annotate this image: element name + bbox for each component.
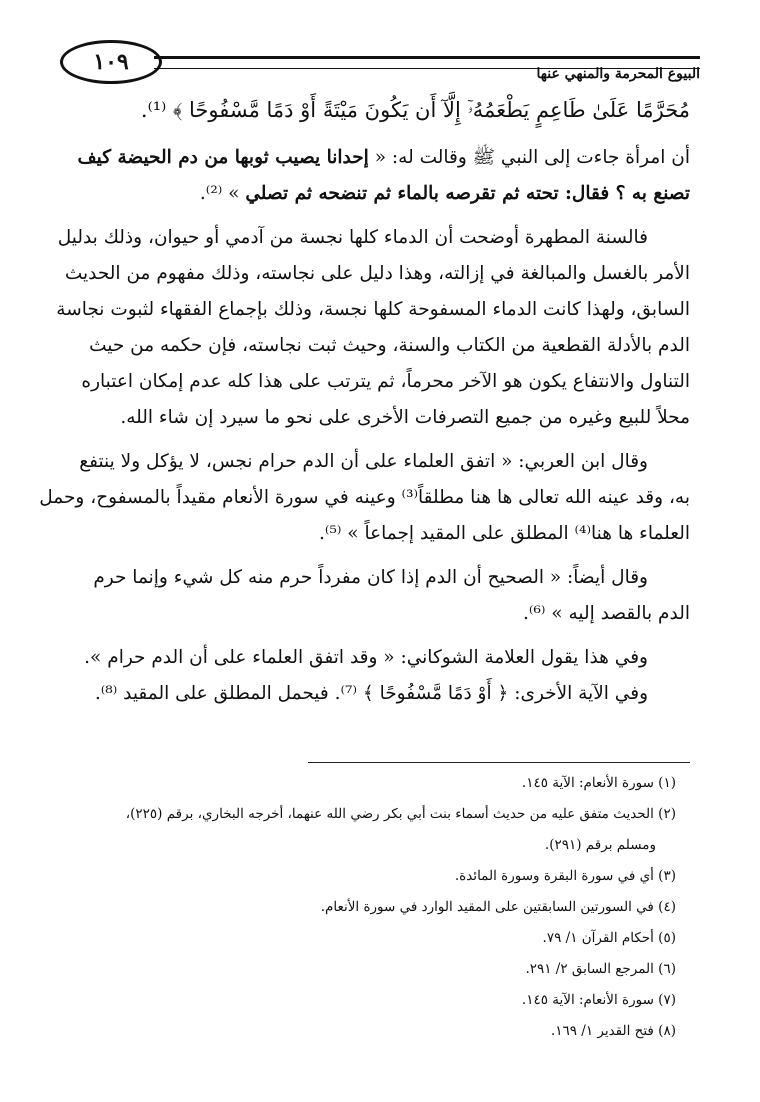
hadith-quote-1: إحدانا يصيب ثوبها من دم الحيضة كيف	[77, 147, 369, 168]
main-text	[39, 88, 690, 712]
hadith-intro: أن امرأة جاءت إلى النبي ﷺ وقالت له: «	[374, 147, 690, 168]
footnote: (٦) المرجع السابق ٢/ ٢٩١.	[525, 961, 676, 977]
footnote: (٥) أحكام القرآن ١/ ٧٩.	[542, 930, 676, 946]
hadith-footnote-ref: » ⁽²⁾.	[199, 183, 240, 204]
paragraph-line: الدم بالقصد إليه » ⁽⁶⁾.	[523, 603, 690, 624]
footnote: (٣) أي في سورة البقرة وسورة المائدة.	[454, 868, 676, 884]
paragraph-line: فالسنة المطهرة أوضحت أن الدماء كلها نجسة من آدمي أو حيوان، وذلك بدليل	[57, 227, 648, 248]
paragraph-line: العلماء ها هنا⁽⁴⁾ المطلق على المقيد إجماعاً » ⁽⁵⁾.	[319, 523, 690, 544]
paragraph-line: وقال ابن العربي: « اتفق العلماء على أن الدم حرام نجس، لا يؤكل ولا ينتفع	[79, 451, 648, 472]
hadith-quote-2: تصنع به ؟ فقال: تحته ثم تقرصه بالماء ثم تنضحه ثم تصلي	[245, 183, 690, 204]
paragraph-line: السابق، ولهذا كانت الدماء المسفوحة كلها نجسة، وذلك بإجماع الفقهاء لثبوت نجاسة	[56, 299, 690, 320]
footnote: (٢) الحديث متفق عليه من حديث أسماء بنت أبي بكر رضي الله عنهما، أخرجه البخاري، برقم (٢٢٥)،	[125, 806, 676, 822]
footnotes	[80, 768, 676, 1047]
footnote: (٤) في السورتين السابقتين على المقيد الوارد في سورة الأنعام.	[320, 899, 676, 915]
paragraph-line: محلاً للبيع وغيره من جميع التصرفات الأخرى على نحو ما سيرد إن شاء الله.	[120, 407, 690, 428]
paragraph-line: وقال أيضاً: « الصحيح أن الدم إذا كان مفرداً حرم منه كل شيء وإنما حرم	[93, 567, 648, 588]
ayah-line: مُحَرَّمًا عَلَىٰ طَاعِمٍ يَطْعَمُهُۥٓ إِلَّآ أَن يَكُونَ مَيْتَةً أَوْ دَمًا مَّسْفُوحًا ﴾ ⁽¹⁾.	[140, 98, 690, 122]
paragraph-line: التناول والانتفاع يكون هو الآخر محرماً، ثم يترتب على هذا كله عدم إمكان اعتباره	[81, 371, 690, 392]
paragraph-line: وفي الآية الأخرى: ﴿ أَوْ دَمًا مَّسْفُوحًا ﴾ ⁽⁷⁾. فيحمل المطلق على المقيد ⁽⁸⁾.	[94, 683, 648, 704]
footnote-divider	[308, 762, 690, 763]
footnote: (١) سورة الأنعام: الآية ١٤٥.	[521, 775, 676, 791]
paragraph-line: به، وقد عينه الله تعالى ها هنا مطلقاً⁽³⁾ وعينه في سورة الأنعام مقيداً بالمسفوح، وحمل	[39, 487, 690, 508]
paragraph-line: وفي هذا يقول العلامة الشوكاني: « وقد اتفق العلماء على أن الدم حرام ».	[84, 647, 648, 668]
running-title: البيوع المحرمة والمنهي عنها	[536, 66, 700, 82]
paragraph-line: الأمر بالغسل والمبالغة في إزالته، وهذا دليل على نجاسته، وذلك مفهوم من الحديث	[64, 263, 690, 284]
footnote-continuation: ومسلم برقم (٢٩١).	[544, 837, 656, 853]
footnote: (٨) فتح القدير ١/ ١٦٩.	[550, 1023, 676, 1039]
footnote: (٧) سورة الأنعام: الآية ١٤٥.	[521, 992, 676, 1008]
hadith-line-1	[72, 140, 690, 176]
paragraph-line: الدم بالأدلة القطعية من الكتاب والسنة، وحيث ثبت نجاسته، فإن حكمه من حيث	[89, 335, 690, 356]
page-number: ١٠٩	[60, 40, 162, 84]
page-header	[60, 36, 700, 84]
hadith-line-2	[72, 176, 690, 212]
